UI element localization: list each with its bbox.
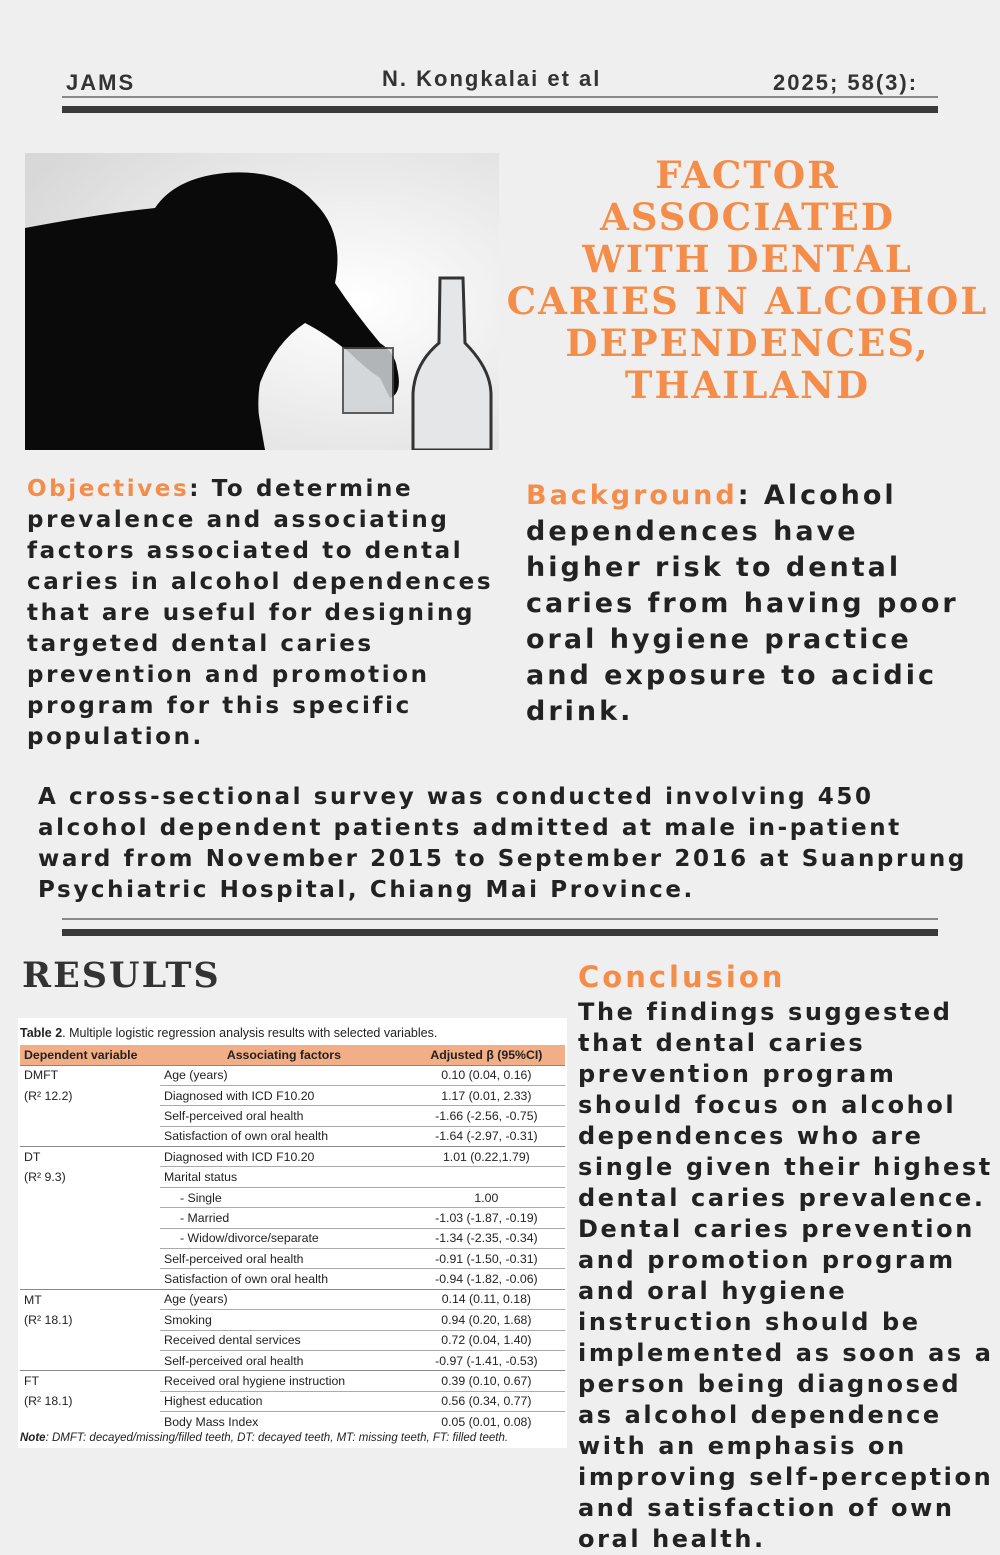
beta-cell: 0.10 (0.04, 0.16)	[408, 1065, 565, 1085]
dependent-variable-cell	[20, 1228, 160, 1248]
dependent-variable-cell	[20, 1126, 160, 1146]
dependent-variable-cell: (R² 12.2)	[24, 1088, 73, 1103]
table-caption-label: Table 2	[20, 1026, 63, 1040]
objectives-text: : To determine prevalence and associating factors associated to dental caries in alcohol dependences that are useful for designing targeted dental caries prevention and promotion program for this specific population.	[27, 476, 494, 750]
factor-cell: Body Mass Index	[160, 1412, 408, 1432]
table-row	[20, 1167, 565, 1187]
factor-cell: Received oral hygiene instruction	[160, 1371, 408, 1391]
title-line: DEPENDENCES,	[565, 321, 930, 365]
factor-cell: - Widow/divorce/separate	[160, 1228, 408, 1248]
dependent-variable-cell	[20, 1208, 160, 1228]
table-note	[20, 1432, 508, 1444]
beta-cell: -1.03 (-1.87, -0.19)	[408, 1208, 565, 1228]
column-header: Dependent variable	[20, 1045, 160, 1065]
beta-cell: -0.97 (-1.41, -0.53)	[408, 1350, 565, 1370]
dependent-variable-cell	[20, 1269, 160, 1289]
header-divider-thin	[62, 96, 938, 98]
background-section	[526, 478, 986, 730]
dependent-variable-cell: DMFT	[20, 1065, 160, 1085]
table-note-text: : DMFT: decayed/missing/filled teeth, DT: decayed teeth, MT: missing teeth, FT: filled teeth.	[45, 1432, 509, 1444]
factor-cell: Self-perceived oral health	[160, 1249, 408, 1269]
table-row	[20, 1208, 565, 1228]
table-row	[20, 1106, 565, 1126]
issue: 2025; 58(3):	[773, 70, 919, 95]
factor-cell: Age (years)	[160, 1065, 408, 1085]
table-row	[20, 1187, 565, 1207]
table-row	[20, 1371, 565, 1391]
dependent-variable-cell	[20, 1106, 160, 1126]
objectives-section	[27, 474, 497, 753]
table-row	[20, 1330, 565, 1350]
beta-cell: 0.56 (0.34, 0.77)	[408, 1391, 565, 1411]
table-row	[20, 1391, 565, 1411]
title-line: FACTOR ASSOCIATED	[600, 153, 895, 239]
beta-cell: -1.34 (-2.35, -0.34)	[408, 1228, 565, 1248]
journal-name: JAMS	[66, 70, 136, 95]
dependent-variable-cell	[20, 1187, 160, 1207]
table-row	[20, 1412, 565, 1432]
dependent-variable-cell	[20, 1350, 160, 1370]
title-line: WITH DENTAL	[582, 237, 913, 281]
beta-cell: -1.64 (-2.97, -0.31)	[408, 1126, 565, 1146]
objectives-label: Objectives	[27, 476, 190, 502]
factor-cell: Diagnosed with ICD F10.20	[160, 1085, 408, 1105]
beta-cell: 1.00	[408, 1187, 565, 1207]
table-row	[20, 1085, 565, 1105]
title-line: CARIES IN ALCOHOL	[506, 279, 989, 323]
dependent-variable-cell	[20, 1249, 160, 1269]
background-text: : Alcohol dependences have higher risk to dental caries from having poor oral hygiene practice and exposure to acidic drink.	[526, 480, 959, 727]
factor-cell: Diagnosed with ICD F10.20	[160, 1147, 408, 1167]
table-row	[20, 1310, 565, 1330]
beta-cell: 0.72 (0.04, 1.40)	[408, 1330, 565, 1350]
background-label: Background	[526, 480, 738, 511]
factor-cell: Smoking	[160, 1310, 408, 1330]
table-row	[20, 1147, 565, 1167]
factor-cell: Marital status	[160, 1167, 408, 1187]
dependent-variable-cell	[20, 1412, 160, 1432]
dependent-variable-cell: DT	[20, 1147, 160, 1167]
table-row	[20, 1228, 565, 1248]
table-row	[20, 1289, 565, 1309]
methods-divider-thick	[62, 929, 938, 936]
beta-cell: -0.94 (-1.82, -0.06)	[408, 1269, 565, 1289]
methods-text: A cross-sectional survey was conducted involving 450 alcohol dependent patients admitted at male in-patient ward from November 2015 to September 2016 at Suanprung Psychiatric Hospital, Chiang Mai Province.	[38, 784, 967, 903]
beta-cell: -0.91 (-1.50, -0.31)	[408, 1249, 565, 1269]
table-caption	[20, 1026, 437, 1040]
dependent-variable-cell: (R² 18.1)	[24, 1394, 73, 1409]
results-table	[18, 1018, 567, 1448]
authors: N. Kongkalai et al	[382, 66, 602, 91]
table-row	[20, 1126, 565, 1146]
silhouette-photo	[25, 153, 499, 450]
conclusion-text: The findings suggested that dental caries prevention program should focus on alcohol dependences who are single given their highest dental caries prevalence. Dental caries prevention and promotion program and oral hygiene instruction should be implemented as soon as a person being diagnosed as alcohol dependence with an emphasis on improving self-perception and satisfaction of own oral health.	[578, 998, 994, 1553]
beta-cell: -1.66 (-2.56, -0.75)	[408, 1106, 565, 1126]
beta-cell: 0.94 (0.20, 1.68)	[408, 1310, 565, 1330]
title-line: THAILAND	[624, 363, 871, 407]
beta-cell: 0.39 (0.10, 0.67)	[408, 1371, 565, 1391]
factor-cell: Satisfaction of own oral health	[160, 1126, 408, 1146]
table-note-label: Note	[20, 1432, 46, 1444]
header-divider-thick	[62, 106, 938, 113]
dependent-variable-cell: (R² 9.3)	[24, 1170, 66, 1185]
factor-cell: - Married	[160, 1208, 408, 1228]
beta-cell: 0.14 (0.11, 0.18)	[408, 1289, 565, 1309]
dependent-variable-cell: MT	[20, 1289, 160, 1309]
factor-cell: Satisfaction of own oral health	[160, 1269, 408, 1289]
factor-cell: - Single	[160, 1187, 408, 1207]
table-row	[20, 1269, 565, 1289]
factor-cell: Received dental services	[160, 1330, 408, 1350]
column-header: Associating factors	[160, 1045, 408, 1065]
dependent-variable-cell	[20, 1330, 160, 1350]
beta-cell: 1.01 (0.22,1.79)	[408, 1147, 565, 1167]
table-caption-text: . Multiple logistic regression analysis results with selected variables.	[62, 1026, 438, 1040]
regression-table	[20, 1045, 565, 1432]
dependent-variable-cell: (R² 18.1)	[24, 1312, 73, 1327]
factor-cell: Highest education	[160, 1391, 408, 1411]
beta-cell: 0.05 (0.01, 0.08)	[408, 1412, 565, 1432]
table-row	[20, 1065, 565, 1085]
column-header: Adjusted β (95%CI)	[408, 1045, 565, 1065]
dependent-variable-cell: FT	[20, 1371, 160, 1391]
beta-cell	[408, 1167, 565, 1187]
conclusion-heading: Conclusion	[578, 960, 786, 994]
factor-cell: Age (years)	[160, 1289, 408, 1309]
table-row	[20, 1249, 565, 1269]
factor-cell: Self-perceived oral health	[160, 1350, 408, 1370]
poster-title	[505, 154, 990, 406]
results-heading: RESULTS	[22, 955, 221, 996]
beta-cell: 1.17 (0.01, 2.33)	[408, 1085, 565, 1105]
factor-cell: Self-perceived oral health	[160, 1106, 408, 1126]
table-row	[20, 1350, 565, 1370]
methods-divider-thin	[62, 918, 938, 920]
